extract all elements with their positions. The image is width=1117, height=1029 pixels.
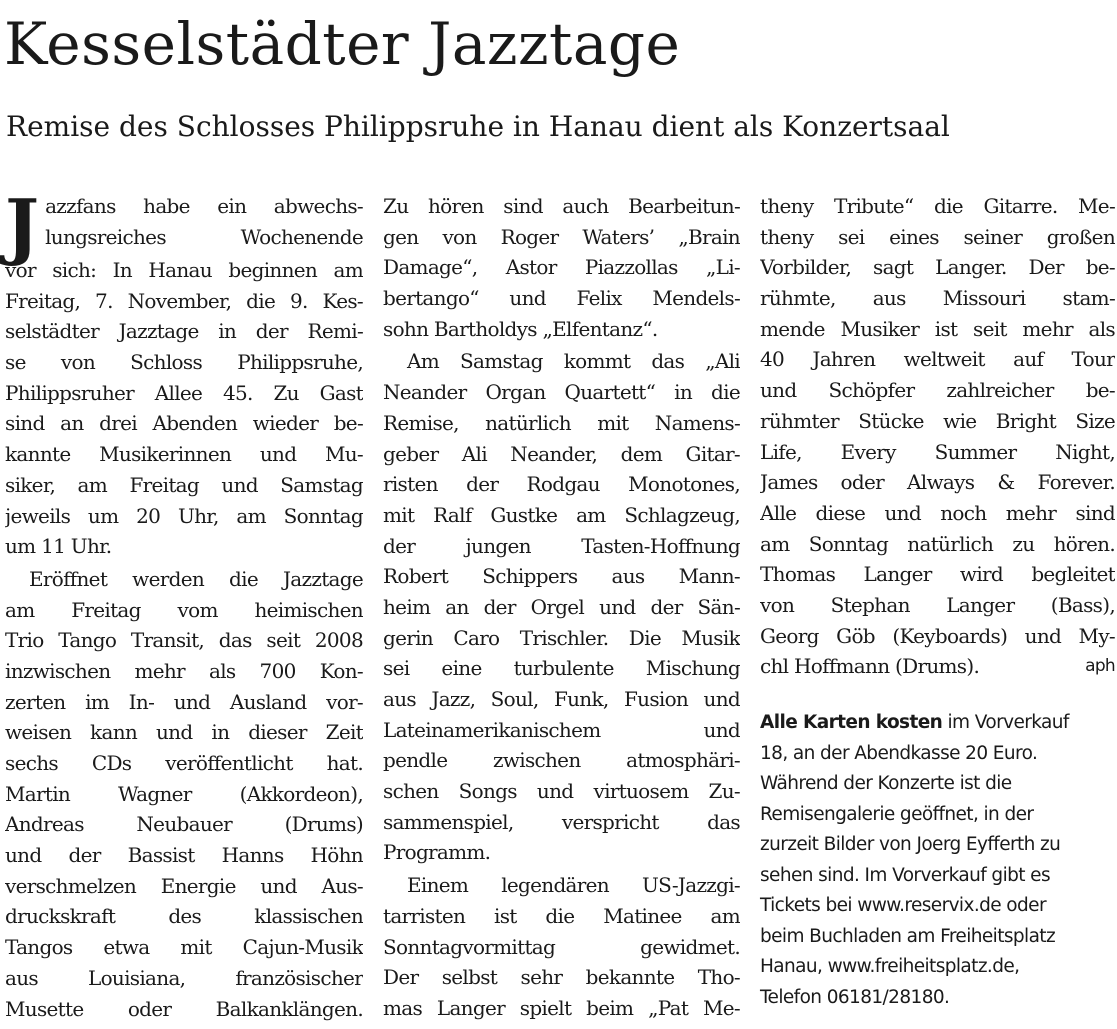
text-line: Der selbst sehr bekannte Tho- [383, 965, 740, 990]
text-line: Life, Every Summer Night, [760, 439, 1115, 464]
text-line: Eröffnet werden die Jazztage [29, 566, 363, 591]
text-line: risten der Rodgau Monotones, [383, 472, 740, 497]
text-line: Neander Organ Quartett“ in die [383, 380, 740, 405]
info-line: sehen sind. Im Vorverkauf gibt es [760, 864, 1051, 886]
dropcap-block [5, 183, 363, 268]
text-line: theny Tribute“ die Gitarre. Me- [760, 194, 1115, 218]
text-line: chl Hoffmann (Drums). [760, 654, 980, 679]
subheadline: Remise des Schlosses Philippsruhe in Hanau dient als Konzertsaal [6, 110, 950, 143]
text-line: am Sonntag natürlich zu hören. [760, 531, 1115, 556]
text-line: mit Ralf Gustke am Schlagzeug, [383, 502, 740, 527]
info-line: beim Buchladen am Freiheitsplatz [760, 925, 1056, 947]
info-box-lead: Alle Karten kosten [760, 712, 943, 733]
text-line: se von Schloss Philippsruhe, [5, 350, 363, 375]
text-line: geber Ali Neander, dem Gitar- [383, 441, 740, 466]
text-line: azzfans habe ein abwechs- [45, 194, 363, 218]
info-box-first-line [760, 708, 1115, 739]
info-line: im Vorverkauf [942, 712, 1069, 733]
text-line: Tangos etwa mit Cajun-Musik [5, 935, 363, 960]
text-line: Thomas Langer wird begleitet [760, 562, 1115, 587]
text-line: rühmter Stücke wie Bright Size [760, 408, 1115, 433]
text-line: inzwischen mehr als 700 Kon- [5, 658, 363, 683]
text-line: Philippsruher Allee 45. Zu Gast [5, 380, 363, 405]
text-line: Martin Wagner (Akkordeon), [5, 781, 363, 806]
text-line: sammenspiel, verspricht das [383, 809, 740, 834]
text-line: weisen kann und in dieser Zeit [5, 720, 363, 745]
text-line: und der Bassist Hanns Höhn [5, 843, 363, 868]
column-2 [383, 191, 740, 1024]
info-line: Remisengalerie geöffnet, in der [760, 803, 1034, 825]
info-line: Hanau, www.freiheitsplatz.de, [760, 956, 1020, 977]
text-line: sechs CDs veröffentlicht hat. [5, 751, 363, 775]
text-line: heim an der Orgel und der Sän- [383, 594, 740, 619]
text-line: Musette oder Balkanklängen. [5, 996, 363, 1021]
text-line: bertango“ und Felix Mendels- [383, 286, 740, 311]
text-line: siker, am Freitag und Samstag [5, 472, 363, 497]
text-line: tarristen ist die Matinee am [383, 903, 740, 928]
info-line: Während der Konzerte ist die [760, 773, 1012, 794]
info-line: Telefon 06181/28180. [760, 986, 950, 1008]
text-line: Programm. [383, 840, 491, 865]
text-line: rühmte, aus Missouri stam- [760, 286, 1115, 311]
text-line: druckskraft des klassischen [5, 904, 363, 929]
info-line: zurzeit Bilder von Joerg Eyfferth zu [760, 834, 1061, 855]
text-line: James oder Always & Forever. [760, 470, 1115, 495]
text-line: Zu hören sind auch Bearbeitun- [383, 194, 740, 218]
text-line-last [760, 651, 1115, 682]
dropcap: J [5, 183, 40, 268]
text-line: theny sei eines seiner großen [760, 224, 1115, 249]
column-3 [760, 191, 1115, 1013]
text-line: sei eine turbulente Mischung [383, 656, 740, 681]
text-line: aus Louisiana, französischer [5, 965, 363, 990]
text-line: Alle diese und noch mehr sind [760, 500, 1115, 525]
text-line: Remise, natürlich mit Namens- [383, 410, 740, 435]
text-line: zerten im In- und Ausland vor- [5, 689, 363, 714]
info-line: 18, an der Abendkasse 20 Euro. [760, 742, 1038, 764]
text-line: Vorbilder, sagt Langer. Der be- [760, 255, 1115, 280]
text-line: sind an drei Abenden wieder be- [5, 411, 363, 436]
headline: Kesselstädter Jazztage [4, 10, 681, 78]
text-line: pendle zwischen atmosphäri- [383, 748, 740, 773]
text-line: 40 Jahren weltweit auf Tour [760, 347, 1115, 372]
text-line: jeweils um 20 Uhr, am Sonntag [5, 503, 363, 528]
column-1 [5, 183, 363, 1024]
text-line: aus Jazz, Soul, Funk, Fusion und [383, 687, 740, 711]
text-line: verschmelzen Energie und Aus- [5, 873, 363, 898]
text-line: Trio Tango Transit, das seit 2008 [5, 628, 363, 653]
text-line: der jungen Tasten-Hoffnung [383, 533, 740, 558]
author-initials: aph [1085, 656, 1115, 677]
text-line: gen von Roger Waters’ „Brain [383, 224, 740, 249]
text-line: gerin Caro Trischler. Die Musik [383, 625, 740, 650]
text-line: mas Langer spielt beim „Pat Me- [383, 995, 740, 1020]
text-line: Georg Göb (Keyboards) und My- [760, 623, 1115, 648]
text-line: Lateinamerikanischem und [383, 717, 740, 742]
text-line: selstädter Jazztage in der Remi- [5, 319, 363, 344]
text-line: Andreas Neubauer (Drums) [5, 812, 363, 837]
text-line: Freitag, 7. November, die 9. Kes- [5, 288, 363, 313]
text-line: und Schöpfer zahlreicher be- [760, 378, 1115, 403]
text-line: Damage“, Astor Piazzollas „Li- [383, 255, 740, 280]
text-line: Am Samstag kommt das „Ali [407, 349, 740, 374]
text-line: um 11 Uhr. [5, 534, 112, 559]
text-line: Einem legendären US-Jazzgi- [407, 873, 740, 898]
text-line: lungsreiches Wochenende [45, 224, 363, 249]
text-line: von Stephan Langer (Bass), [760, 592, 1115, 617]
text-line: vor sich: In Hanau beginnen am [5, 258, 363, 282]
text-line: sohn Bartholdys „Elfentanz“. [383, 316, 658, 341]
text-line: mende Musiker ist seit mehr als [760, 316, 1115, 341]
text-line: Sonntagvormittag gewidmet. [383, 934, 740, 959]
text-line: Robert Schippers aus Mann- [383, 564, 740, 589]
text-line: am Freitag vom heimischen [5, 597, 363, 622]
info-line: Tickets bei www.reservix.de oder [760, 895, 1046, 916]
text-line: kannte Musikerinnen und Mu- [5, 442, 363, 467]
text-line: schen Songs und virtuosem Zu- [383, 779, 740, 804]
